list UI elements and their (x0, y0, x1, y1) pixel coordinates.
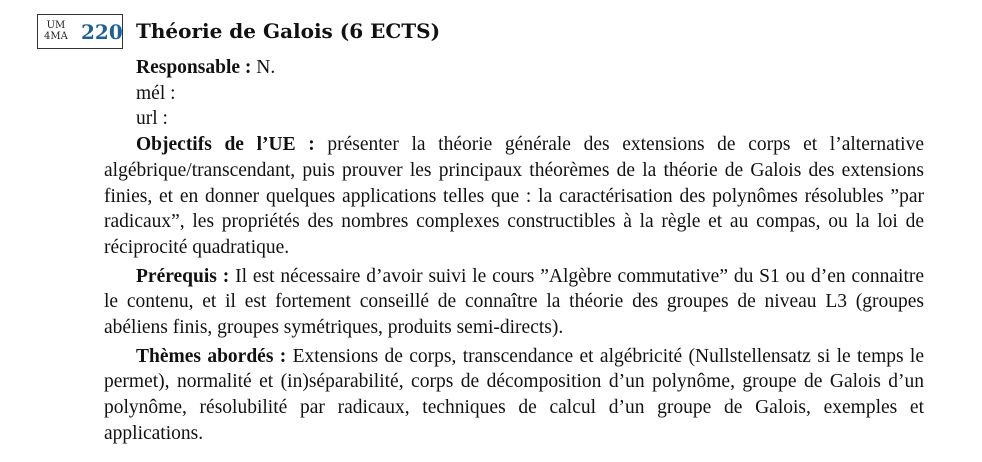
responsable-line (104, 55, 924, 81)
mel-line (104, 81, 924, 107)
prerequis-label: Prérequis : (136, 265, 230, 287)
objectifs-text: présenter la théorie générale des extensions de corps et l’alternative algébrique/transcendant, puis prouver les principaux théorèmes de la théorie de Galois des extensions finies, et en donner quelques applications telles que : la caractérisation des polynômes résolubles ”par radicaux”, les propriétés des nombres complexes constructibles à la règle et au compas, ou la loi de réciprocité quadratique. (104, 134, 925, 258)
themes-label: Thèmes abordés : (136, 345, 287, 367)
objectifs-label: Objectifs de l’UE : (136, 134, 315, 156)
course-code-prefix-line2: 4MA (44, 31, 68, 42)
url-label: url : (136, 108, 168, 130)
mel-label: mél : (136, 82, 176, 104)
course-description (104, 55, 924, 447)
course-code-prefix-line1: UM (46, 20, 66, 31)
course-code-prefix (44, 20, 68, 42)
url-line (104, 106, 924, 132)
course-code-number: 220 (81, 20, 123, 44)
themes-paragraph (104, 344, 924, 447)
responsable-value: N. (256, 57, 276, 78)
course-title: Théorie de Galois (6 ECTS) (136, 19, 441, 43)
prerequis-paragraph (104, 264, 924, 341)
prerequis-text: Il est nécessaire d’avoir suivi le cours ”Algèbre commutative” du S1 ou d’en connaitre le contenu, et il est fortement conseillé de connaître la théorie des groupes de niveau L3 (groupes abéliens finis, groupes symétriques, produits semi-directs). (104, 265, 925, 339)
responsable-label: Responsable : (136, 57, 252, 78)
course-code-box (37, 14, 123, 49)
objectifs-paragraph (104, 132, 924, 261)
themes-text: Extensions de corps, transcendance et algébricité (Nullstellensatz si le temps le permet), normalité et (in)séparabilité, corps de décomposition d’un polynôme, groupe de Galois d’un polynôme, résolubilité par radicaux, techniques de calcul d’un groupe de Galois, exemples et applications. (104, 345, 925, 444)
